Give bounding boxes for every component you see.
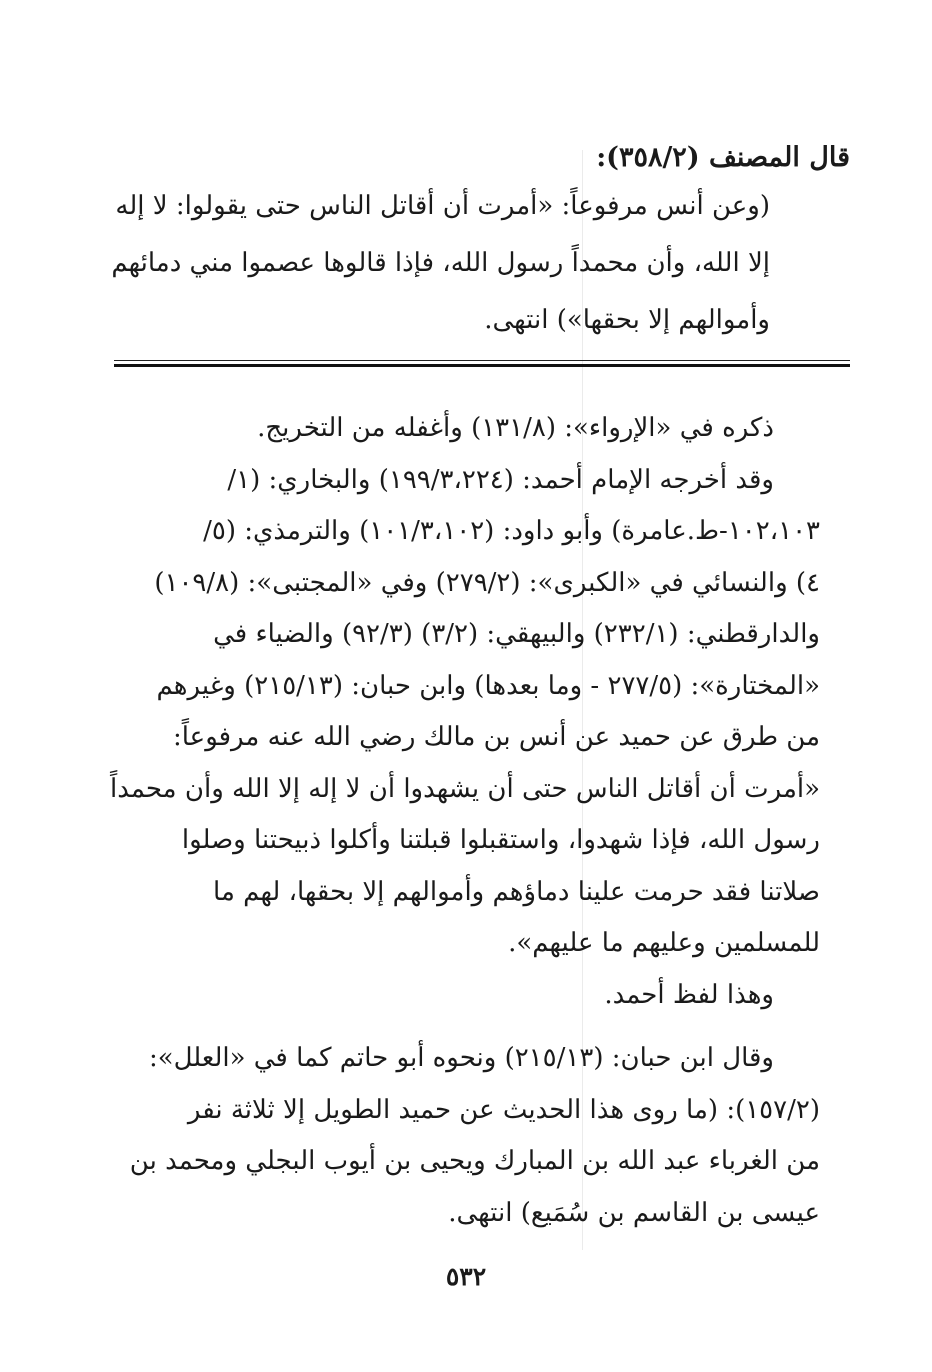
hadith-quote <box>104 178 850 349</box>
commentary-line: من الغرباء عبد الله بن المبارك ويحيى بن أيوب البجلي ومحمد بن <box>129 1146 820 1176</box>
author-quote-block <box>104 138 850 349</box>
commentary-line: وقال ابن حبان: (٢١٥/١٣) ونحوه أبو حاتم كما في «العلل»: <box>148 1043 774 1073</box>
quote-line: (وعن أنس مرفوعاً: «أمرت أن أقاتل الناس حتى يقولوا: لا إله <box>115 191 770 221</box>
divider-thin-rule <box>114 360 850 361</box>
divider-thick-rule <box>114 364 850 367</box>
commentary-line: ١٠٢،١٠٣-ط.عامرة) وأبو داود: (١٠١/٣،١٠٢) والترمذي: (٥/ <box>203 516 820 546</box>
section-heading: قال المصنف (٣٥٨/٢): <box>596 142 850 173</box>
commentary-line: ٤) والنسائي في «الكبرى»: (٢٧٩/٢) وفي «المجتبى»: (١٠٩/٨) <box>154 567 820 598</box>
commentary-line: صلاتنا فقد حرمت علينا دماؤهم وأموالهم إلا بحقها، لهم ما <box>213 876 820 907</box>
commentary-line: (١٥٧/٢): (ما روى هذا الحديث عن حميد الطويل إلا ثلاثة نفر <box>187 1094 820 1125</box>
section-divider <box>114 360 850 368</box>
commentary-line: رسول الله، فإذا شهدوا، واستقبلوا قبلتنا وأكلوا ذبيحتنا وصلوا <box>181 825 820 855</box>
commentary-line: ذكره في «الإرواء»: (١٣١/٨) وأغفله من التخريج. <box>257 413 774 443</box>
commentary-line: والدارقطني: (٢٣٢/١) والبيهقي: (٣/٢) (٩٢/٣) والضياء في <box>213 619 820 649</box>
commentary-line: للمسلمين وعليهم ما عليهم». <box>508 928 820 958</box>
commentary-line: من طرق عن حميد عن أنس بن مالك رضي الله عنه مرفوعاً: <box>173 722 820 752</box>
commentary-line: وهذا لفظ أحمد. <box>604 979 774 1010</box>
commentary-line: وقد أخرجه الإمام أحمد: (١٩٩/٣،٢٢٤) والبخاري: (١/ <box>227 464 774 495</box>
commentary-line: «أمرت أن أقاتل الناس حتى أن يشهدوا أن لا إله إلا الله وأن محمداً <box>110 773 820 804</box>
paragraph-gap <box>108 1021 820 1033</box>
commentary-text <box>108 403 820 1239</box>
page-number: ٥٣٢ <box>445 1262 487 1291</box>
commentary-line: عيسى بن القاسم بن سُمَيع) انتهى. <box>448 1197 820 1228</box>
quote-line: وأموالهم إلا بحقها») انتهى. <box>484 305 770 335</box>
commentary-line: «المختارة»: (٢٧٧/٥ - وما بعدها) وابن حبان: (٢١٥/١٣) وغيرهم <box>156 670 820 701</box>
quote-line: إلا الله، وأن محمداً رسول الله، فإذا قالوها عصموا مني دمائهم <box>111 248 770 278</box>
